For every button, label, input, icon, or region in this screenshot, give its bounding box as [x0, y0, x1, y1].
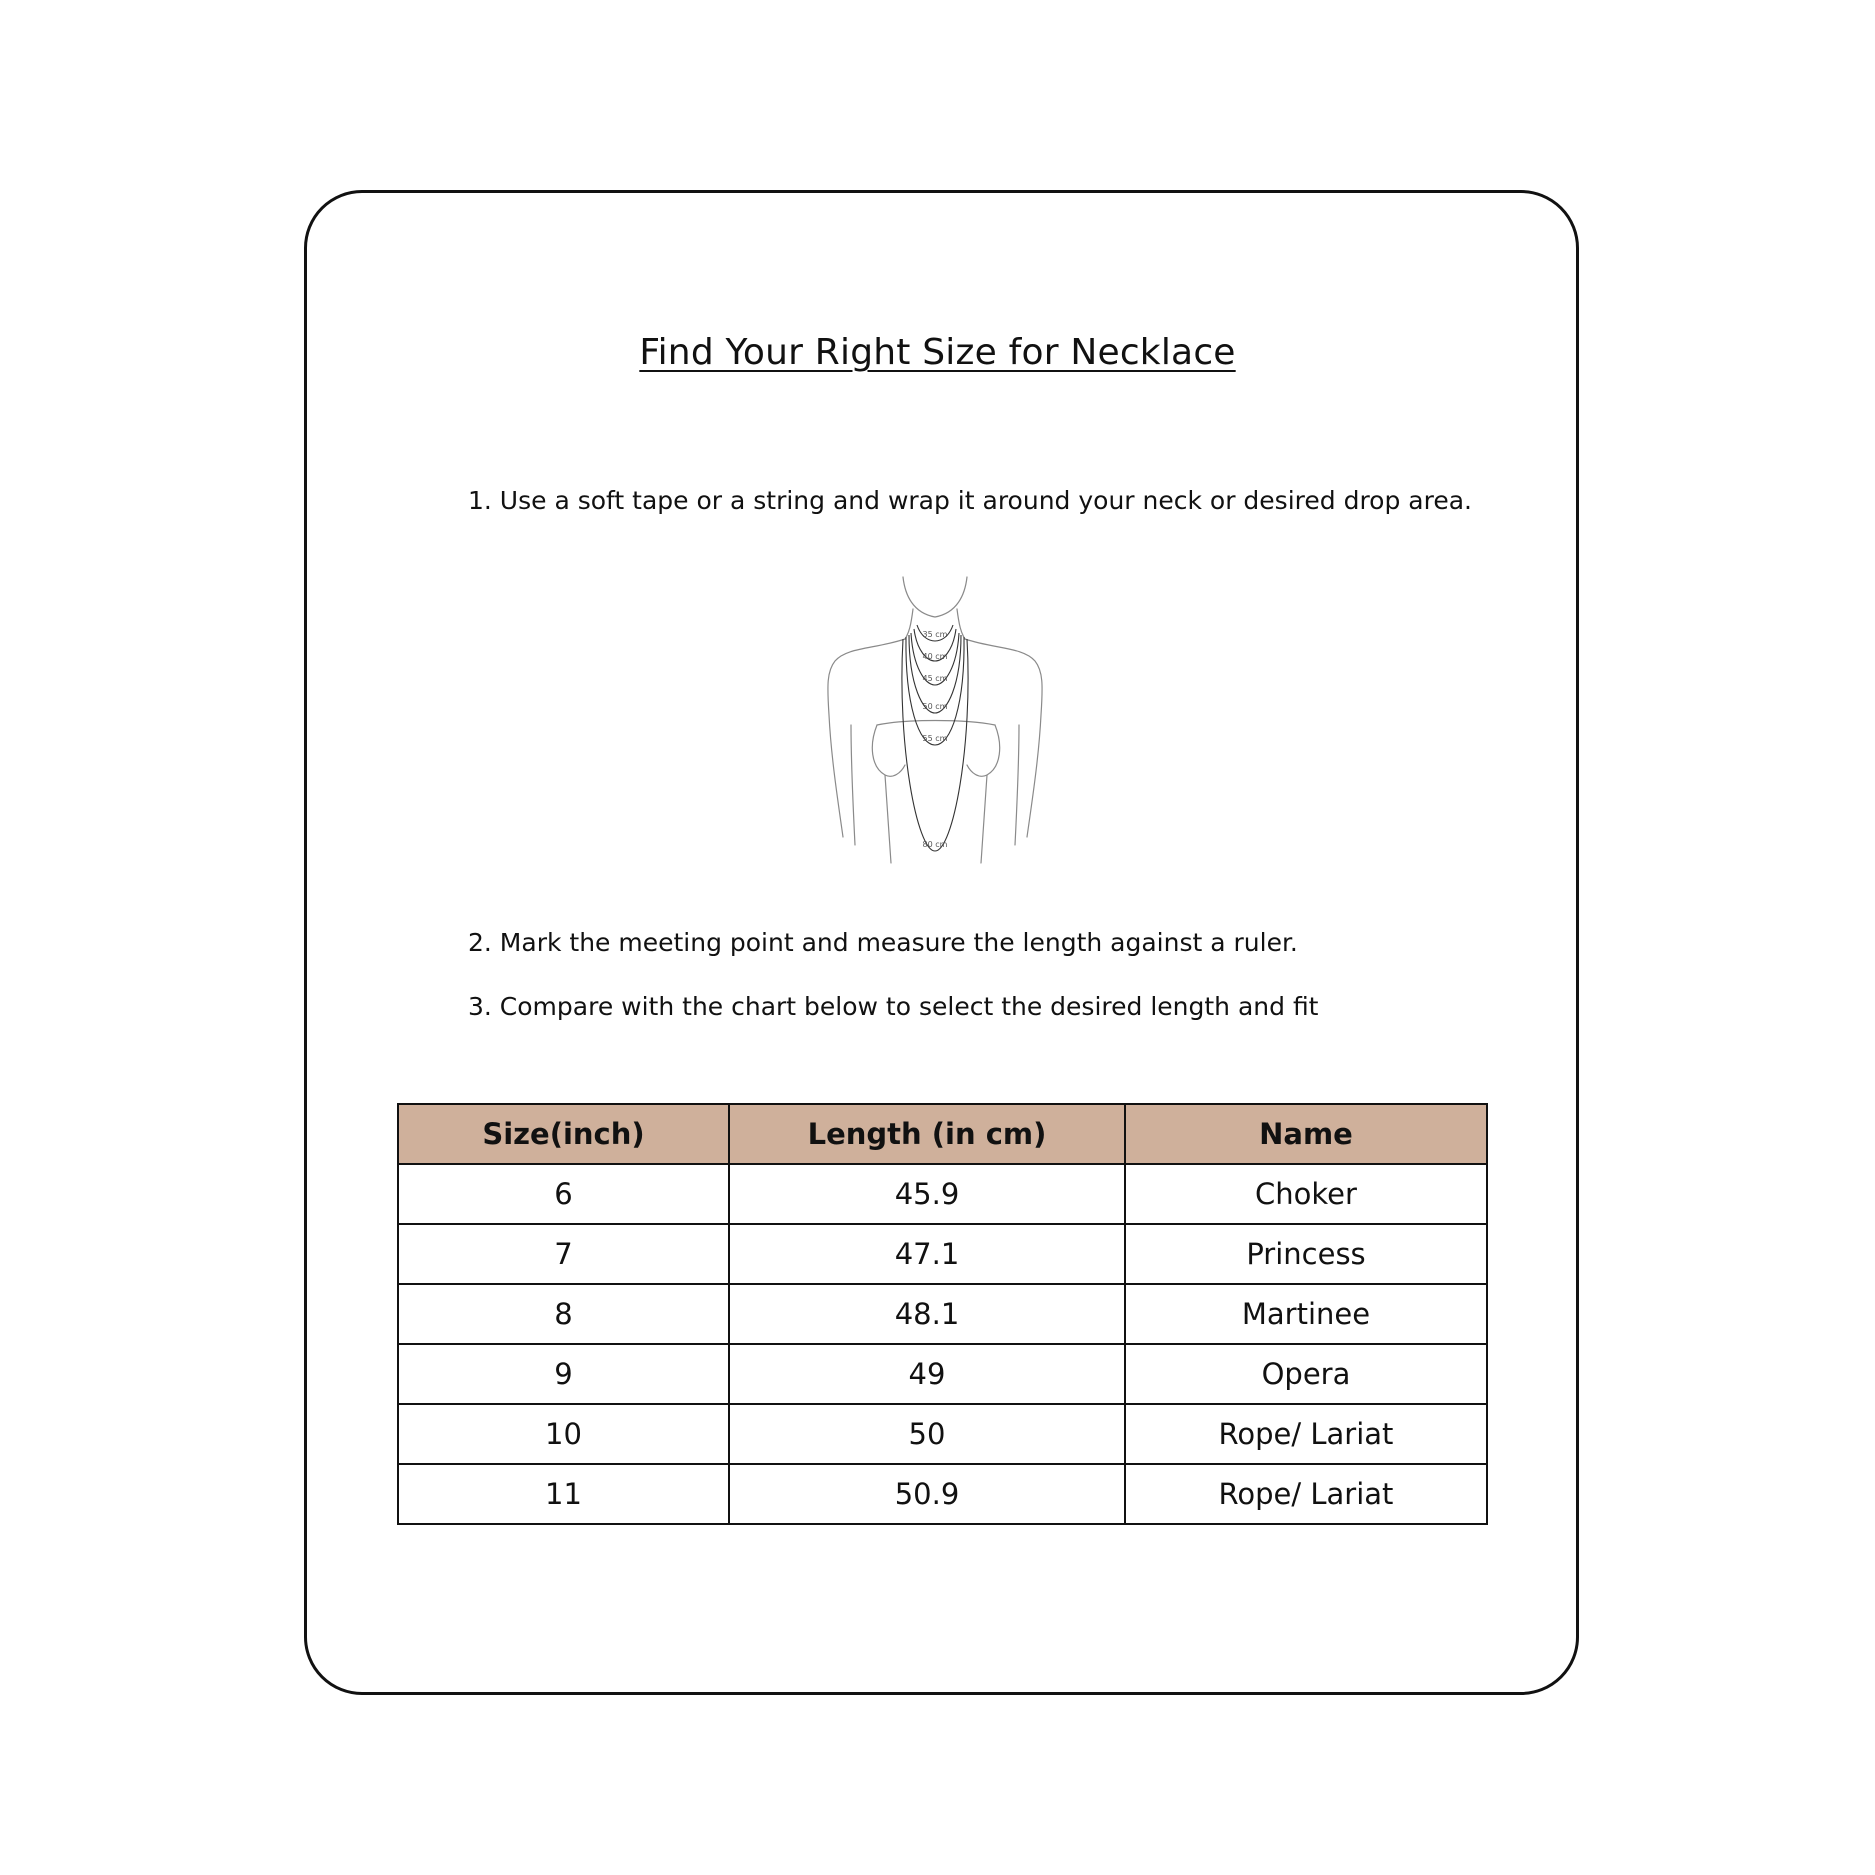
size-chart-table	[397, 1103, 1488, 1525]
table-row	[398, 1344, 1487, 1404]
table-row	[398, 1164, 1487, 1224]
table-row	[398, 1284, 1487, 1344]
left-inner-arm	[851, 725, 855, 845]
cell-length: 47.1	[729, 1224, 1125, 1284]
neck-left-outline	[905, 609, 913, 639]
cell-name: Rope/ Lariat	[1125, 1464, 1487, 1524]
table-row	[398, 1464, 1487, 1524]
label-45cm: 45 cm	[922, 674, 948, 683]
garment-top-line	[877, 721, 995, 726]
table-row	[398, 1404, 1487, 1464]
instruction-step-3: 3. Compare with the chart below to select the desired length and fit	[468, 992, 1319, 1021]
right-bust-outline	[967, 725, 1000, 776]
neck-right-outline	[957, 609, 965, 639]
right-inner-arm	[1015, 725, 1019, 845]
right-torso-side	[981, 775, 987, 863]
necklace-length-illustration-icon	[805, 575, 1065, 865]
cell-size: 9	[398, 1344, 729, 1404]
page-title: Find Your Right Size for Necklace	[639, 332, 1236, 373]
label-40cm: 40 cm	[922, 652, 948, 661]
instruction-step-1: 1. Use a soft tape or a string and wrap it around your neck or desired drop area.	[468, 486, 1472, 515]
left-torso-side	[885, 775, 891, 863]
label-55cm: 55 cm	[922, 734, 948, 743]
left-bust-outline	[872, 725, 905, 776]
header-size: Size(inch)	[398, 1104, 729, 1164]
label-35cm: 35 cm	[922, 630, 948, 639]
header-name: Name	[1125, 1104, 1487, 1164]
cell-name: Rope/ Lariat	[1125, 1404, 1487, 1464]
left-shoulder-outline	[828, 639, 905, 837]
cell-name: Choker	[1125, 1164, 1487, 1224]
instruction-step-2: 2. Mark the meeting point and measure the length against a ruler.	[468, 928, 1298, 957]
label-80cm: 80 cm	[922, 840, 948, 849]
label-50cm: 50 cm	[922, 702, 948, 711]
cell-size: 6	[398, 1164, 729, 1224]
cell-size: 10	[398, 1404, 729, 1464]
cell-name: Princess	[1125, 1224, 1487, 1284]
cell-length: 50.9	[729, 1464, 1125, 1524]
header-length: Length (in cm)	[729, 1104, 1125, 1164]
cell-size: 8	[398, 1284, 729, 1344]
cell-length: 49	[729, 1344, 1125, 1404]
table-header-row	[398, 1104, 1487, 1164]
table-row	[398, 1224, 1487, 1284]
cell-length: 48.1	[729, 1284, 1125, 1344]
cell-size: 11	[398, 1464, 729, 1524]
cell-name: Opera	[1125, 1344, 1487, 1404]
cell-size: 7	[398, 1224, 729, 1284]
cell-length: 45.9	[729, 1164, 1125, 1224]
cell-name: Martinee	[1125, 1284, 1487, 1344]
cell-length: 50	[729, 1404, 1125, 1464]
right-shoulder-outline	[965, 639, 1042, 837]
